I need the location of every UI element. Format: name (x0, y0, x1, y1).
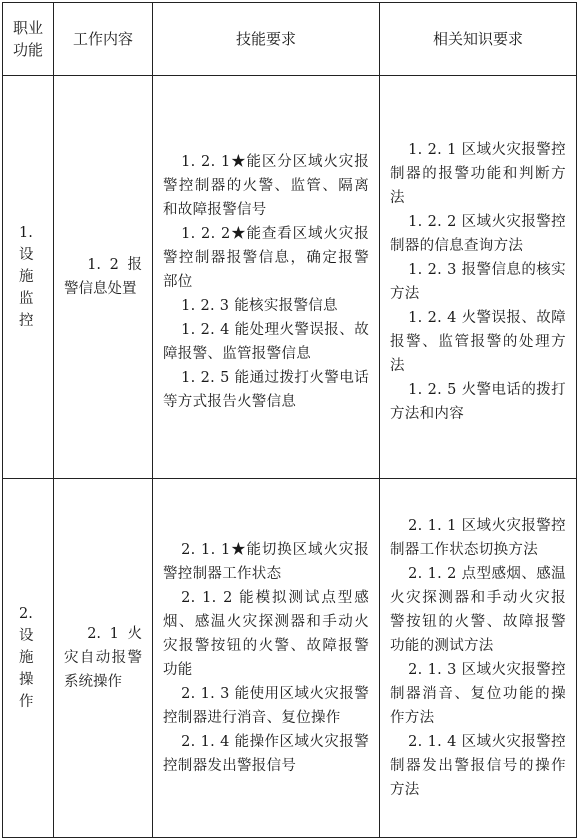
knowledge-item: 2. 1. 1 区域火灾报警控制器工作状态切换方法 (390, 518, 566, 558)
function-cell: 1. 设 施 监 控 (3, 76, 54, 479)
table-row (3, 76, 577, 479)
work-content-cell: 1. 2 报警信息处置 (54, 76, 153, 479)
knowledge-item: 1. 2. 3 报警信息的核实方法 (390, 262, 566, 302)
skill-item: 1. 2. 5 能通过拨打火警电话等方式报告火警信息 (163, 370, 369, 410)
knowledge-item: 2. 1. 4 区域火灾报警控制器发出警报信号的操作方法 (390, 734, 566, 798)
knowledge-cell (380, 479, 577, 838)
skill-item: 1. 2. 3 能核实报警信息 (181, 298, 338, 314)
skill-item: 2. 1. 3 能使用区域火灾报警控制器进行消音、复位操作 (163, 686, 369, 726)
knowledge-cell (380, 76, 577, 479)
header-knowledge-requirements: 相关知识要求 (380, 3, 577, 76)
knowledge-item: 1. 2. 5 火警电话的拨打方法和内容 (390, 382, 566, 422)
skill-item: 1. 2. 4 能处理火警误报、故障报警、监管报警信息 (163, 322, 369, 362)
skill-item: 1. 2. 1★能区分区域火灾报警控制器的火警、监管、隔离和故障报警信号 (163, 154, 369, 218)
header-function: 职业 功能 (3, 3, 54, 76)
skill-item: 1. 2. 2★能查看区域火灾报警控制器报警信息，确定报警部位 (163, 226, 369, 290)
knowledge-item: 1. 2. 1 区域火灾报警控制器的报警功能和判断方法 (390, 142, 566, 206)
skill-item: 2. 1. 4 能操作区域火灾报警控制器发出警报信号 (163, 734, 369, 774)
skills-cell (153, 479, 380, 838)
function-cell: 2. 设 施 操 作 (3, 479, 54, 838)
header-row (3, 3, 577, 76)
header-work-content: 工作内容 (54, 3, 153, 76)
header-skill-requirements: 技能要求 (153, 3, 380, 76)
work-content-cell: 2. 1 火灾自动报警系统操作 (54, 479, 153, 838)
knowledge-item: 1. 2. 4 火警误报、故障报警、监管报警的处理方法 (390, 310, 566, 374)
table-row (3, 479, 577, 838)
knowledge-item: 2. 1. 3 区域火灾报警控制器消音、复位功能的操作方法 (390, 662, 566, 726)
skill-standard-table (2, 2, 577, 838)
knowledge-item: 1. 2. 2 区域火灾报警控制器的信息查询方法 (390, 214, 566, 254)
skills-cell (153, 76, 380, 479)
knowledge-item: 2. 1. 2 点型感烟、感温火灾探测器和手动火灾报警按钮的火警、故障报警功能的测试方法 (390, 566, 566, 654)
skill-item: 2. 1. 1★能切换区域火灾报警控制器工作状态 (163, 542, 369, 582)
skill-item: 2. 1. 2 能模拟测试点型感烟、感温火灾探测器和手动火灾报警按钮的火警、故障报警功能 (163, 590, 369, 678)
